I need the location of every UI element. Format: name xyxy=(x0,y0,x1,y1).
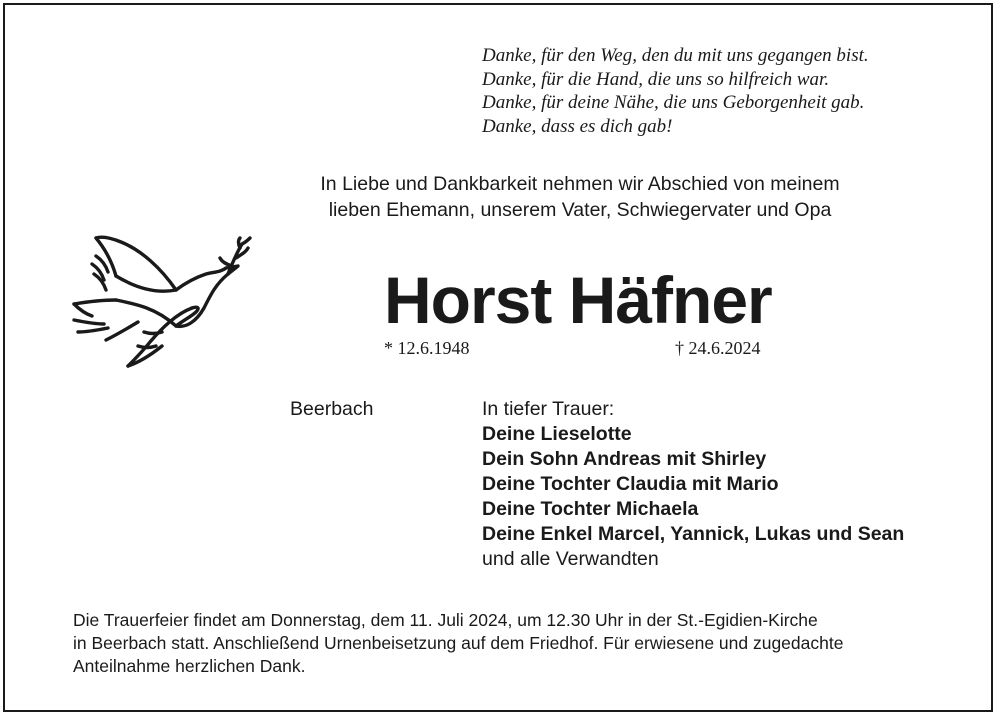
poem-line: Danke, für die Hand, die uns so hilfreich war. xyxy=(482,68,830,90)
poem xyxy=(482,44,869,138)
intro-line: lieben Ehemann, unserem Vater, Schwiegervater und Opa xyxy=(328,198,832,221)
deceased-name: Horst Häfner xyxy=(384,263,772,337)
birth-date: * 12.6.1948 xyxy=(384,338,470,358)
mourners-heading: In tiefer Trauer: xyxy=(482,398,615,420)
funeral-info-line: Anteilnahme herzlichen Dank. xyxy=(73,656,306,676)
dove-with-olive-branch-icon xyxy=(66,228,256,378)
mourner-name: Dein Sohn Andreas mit Shirley xyxy=(482,448,767,470)
mourner-name: Deine Tochter Michaela xyxy=(482,498,699,520)
death-date: † 24.6.2024 xyxy=(675,338,761,358)
poem-line: Danke, für deine Nähe, die uns Geborgenheit gab. xyxy=(482,92,865,113)
intro-text xyxy=(270,172,890,223)
poem-line: Danke, dass es dich gab! xyxy=(482,115,673,137)
intro-line: In Liebe und Dankbarkeit nehmen wir Abschied von meinem xyxy=(320,173,840,195)
mourner-name: Deine Lieselotte xyxy=(482,423,632,445)
mourner-name: Deine Tochter Claudia mit Mario xyxy=(482,473,779,495)
funeral-info xyxy=(73,609,953,678)
place-name: Beerbach xyxy=(290,398,374,420)
funeral-info-line: Die Trauerfeier findet am Donnerstag, dem 11. Juli 2024, um 12.30 Uhr in der St.-Egidien-Kirche xyxy=(73,610,818,630)
mourner-name: Deine Enkel Marcel, Yannick, Lukas und Sean xyxy=(482,523,905,545)
funeral-info-line: in Beerbach statt. Anschließend Urnenbeisetzung auf dem Friedhof. Für erwiesene und zugedachte xyxy=(73,633,844,653)
mourners-list xyxy=(482,397,904,572)
poem-line: Danke, für den Weg, den du mit uns gegangen bist. xyxy=(482,45,869,66)
mourners-closing: und alle Verwandten xyxy=(482,548,659,570)
